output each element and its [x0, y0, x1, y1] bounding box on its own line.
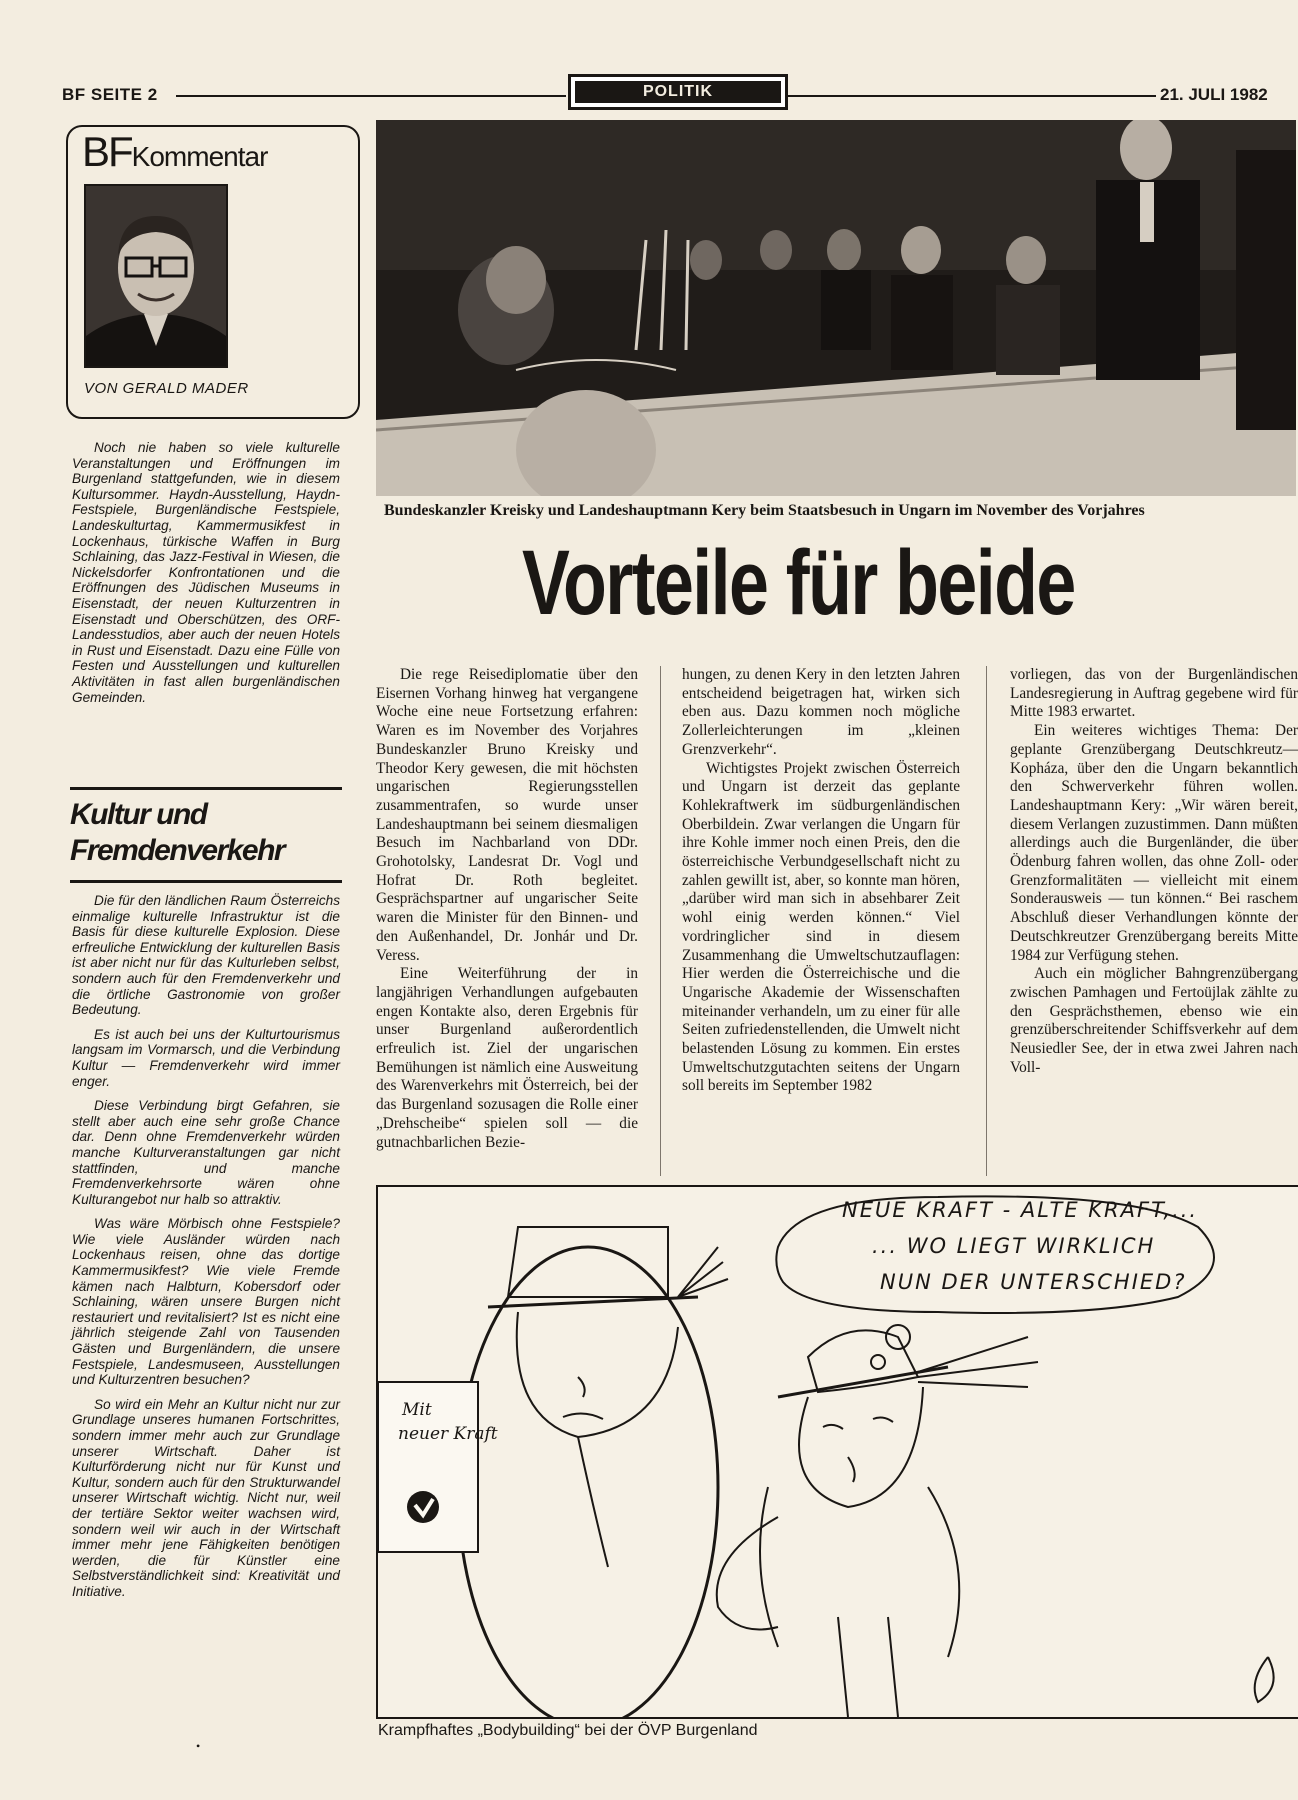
speech-bubble-line-3: NUN DER UNTERSCHIED?: [880, 1270, 1187, 1294]
header-rule-right: [786, 95, 1156, 97]
comment-paragraph: So wird ein Mehr an Kultur nicht nur zur Grundlage unseres humanen Fortschrittes, sondern immer mehr auch zur Grundlage unserer Wirtschaft. Daher ist Kulturförderung nicht nur für Kunst und Kultur, sondern auch für den Strukturwandel unserer Wirtschaft wichtig. Nicht nur, weil der tertiäre Sektor weiter wachsen wird, sondern weil wir auch in der Wirtschaft immer mehr jene Fähigkeiten benötigen werden, die für Künstler eine Selbstverständlichkeit sind: Kreativität und Initiative.: [72, 1396, 340, 1599]
column-rule: [660, 666, 661, 1176]
article-headline: Vorteile für beide: [522, 532, 1075, 634]
comment-intro-paragraph: Noch nie haben so viele kulturelle Veranstaltungen und Eröffnungen im Burgenland stattgefunden, wie in diesem Kultursommer. Haydn-Ausstellung, Haydn-Festspiele, Burgenländische Festspiele, Landeskulturtag, Kammermusikfest in Lockenhaus, türkische Waffen in Burg Schlaining, das Jazz-Festival in Wiesen, die Nickelsdorfer Konfrontationen und die Eröffnungen des Jüdischen Museums in Eisenstadt, der neuen Kulturzentren in Eisenstadt und Oberschützen, des ORF-Landesstudios, aber auch der neuen Hotels in Rust und Eisenstadt. Dazu eine Fülle von Festen und Ausstellungen und kulturellen Aktivitäten in fast allen burgenländischen Gemeinden.: [72, 440, 340, 705]
issue-date: 21. JULI 1982: [1160, 85, 1268, 104]
section-label-box: [568, 74, 788, 110]
author-portrait: [84, 184, 228, 368]
article-column-3: [1010, 666, 1298, 1196]
section-rule-top: [70, 787, 342, 790]
state-visit-photo: [376, 120, 1296, 496]
article-column-1: [376, 666, 638, 1152]
article-paragraph: Wichtigstes Projekt zwischen Österreich und Ungarn ist derzeit das geplante Kohlekraftwerk im südburgenländischen Oberbildein. Zwar verlangen die Ungarn für ihre Kohle immer noch einen Preis, den die österreichische Verbundgesellschaft nicht zu zahlen gewillt ist, aber, so konnte man hören, „darüber wird man sich in absehbarer Zeit wohl einig werden können.“ Viel vordringlicher sind in diesem Zusammenhang die Umweltschutzauflagen: Hier werden die Österreichische und die Ungarische Akademie der Wissenschaften miteinander verhandeln, um zu einer für alle Seiten zufriedenstellenden, die Umwelt nicht belastenden Lösung zu kommen. Ein erstes Umweltschutzgutachten seitens der Ungarn soll bereits im September 1982: [682, 759, 960, 1095]
comment-paragraph: Was wäre Mörbisch ohne Festspiele? Wie viele Ausländer würden nach Lockenhaus reisen, ohne das dortige Kammermusikfest? Wie viele Fremde kämen nach Halbturn, Kobersdorf oder Schlaining, wären unsere Burgen nicht restauriert und revitalisiert? Ist es nicht eine jährlich steigende Zahl von Tausenden Gästen und Burgenländern, die unsere Festspiele, Landesmuseen, Ausstellungen und Kulturzentren besuchen?: [72, 1216, 340, 1388]
comment-author: VON GERALD MADER: [84, 380, 249, 397]
end-mark: •: [196, 1739, 201, 1753]
comment-title-bf: BF: [82, 128, 132, 175]
page-number: BF SEITE 2: [62, 85, 158, 104]
comment-paragraph: Die für den ländlichen Raum Österreichs einmalige kulturelle Infrastruktur ist die Basis für diese kulturelle Explosion. Diese erfreuliche Entwicklung der kulturellen Basis ist aber nicht nur für das Kulturleben selbst, sondern auch für den Fremdenverkehr und die örtliche Gastronomie von großer Bedeutung.: [72, 893, 340, 1018]
political-cartoon: [376, 1185, 1298, 1719]
comment-subheading-line2: Fremdenverkehr: [70, 834, 285, 867]
poster-text-line-2: neuer Kraft: [398, 1424, 498, 1444]
article-paragraph: Eine Weiterführung der in langjährigen Verhandlungen aufgebauten engen Kontakte also, deren Ergebnis für unser Burgenland außerordentlich erfreulich ist. Ziel der ungarischen Bemühungen ist nämlich eine Ausweitung des Warenverkehrs mit Österreich, bei der das Burgenland sozusagen die Rolle einer „Drehscheibe“ spielen soll — die gutnachbarlichen Bezie-: [376, 965, 638, 1151]
header-rule-left: [176, 95, 566, 97]
comment-title: [82, 128, 267, 176]
comment-subheading: [70, 797, 284, 869]
section-rule-bottom: [70, 880, 342, 883]
comment-intro: [72, 440, 340, 714]
speech-bubble-line-2: ... WO LIEGT WIRKLICH: [872, 1234, 1156, 1258]
cartoon-caption: Krampfhaftes „Bodybuilding“ bei der ÖVP Burgenland: [378, 1722, 758, 1739]
column-rule: [986, 666, 987, 1176]
article-paragraph: Ein weiteres wichtiges Thema: Der geplante Grenzübergang Deutschkreutz—Kopháza, über den die Ungarn bekanntlich den Schwerverkehr führen wollen. Landeshauptmann Kery: „Wir wären bereit, diesem Verlangen zuzustimmen. Dann müßten allerdings auch die Burgenländer, die über Ödenburg fahren wollen, das ohne Zoll- oder Grenzformalitäten — vielleicht mit einem Sonderausweis — tun können.“ Bei raschem Abschluß dieser Verhandlungen könnte der Deutschkreutzer Grenzübergang bereits Mitte 1984 zur Verfügung stehen.: [1010, 722, 1298, 964]
article-paragraph: Die rege Reisediplomatie über den Eisernen Vorhang hinweg hat vergangene Woche eine neue Fortsetzung erfahren: Waren es im November des Vorjahres Bundeskanzler Bruno Kreisky und Theodor Kery gewesen, die mit höchsten ungarischen Regierungsstellen zusammentrafen, so wurde unser Landeshauptmann bei seinem diesmaligen Besuch im Nachbarland von DDr. Grohotolsky, Landesrat Dr. Vogl und Hofrat Dr. Roth begleitet. Gesprächspartner auf ungarischer Seite waren die Minister für den Binnen- und den Außenhandel, Dr. Jonhár und Dr. Veress.: [376, 666, 638, 964]
comment-title-word: Kommentar: [131, 141, 268, 172]
article-column-2: [682, 666, 960, 1096]
photo-caption: Bundeskanzler Kreisky und Landeshauptmann Kery beim Staatsbesuch in Ungarn im November des Vorjahres: [384, 502, 1145, 519]
comment-subheading-line1: Kultur und: [70, 798, 207, 831]
speech-bubble-line-1: NEUE KRAFT - ALTE KRAFT,...: [842, 1198, 1199, 1222]
article-paragraph: Auch ein möglicher Bahngrenzübergang zwischen Pamhagen und Fertoüjlak zählte zu den Gesprächsthemen, ebenso wie ein grenzüberschreitender Schiffsverkehr auf dem Neusiedler See, der in etwa zwei Jahren nach Voll-: [1010, 965, 1298, 1076]
comment-paragraph: Diese Verbindung birgt Gefahren, sie stellt aber auch eine sehr große Chance dar. Denn ohne Fremdenverkehr würden manche Kulturveranstaltungen gar nicht stattfinden, und manche Fremdenverkehrsorte wären ohne Kulturangebot nur halb so attraktiv.: [72, 1098, 340, 1207]
comment-body: [72, 893, 340, 1609]
article-paragraph: vorliegen, das von der Burgenländischen Landesregierung in Auftrag gegebene wird für Mitte 1983 erwartet.: [1010, 666, 1298, 721]
article-paragraph: hungen, zu denen Kery in den letzten Jahren entscheidend beigetragen hat, wirken sich eben aus. Dazu kommen noch mögliche Zollerleichterungen im „kleinen Grenzverkehr“.: [682, 666, 960, 758]
poster-text-line-1: Mit: [402, 1400, 432, 1420]
section-label: POLITIK: [575, 81, 781, 103]
comment-paragraph: Es ist auch bei uns der Kulturtourismus langsam im Vormarsch, und die Verbindung Kultur — Fremdenverkehr wird immer enger.: [72, 1026, 340, 1089]
